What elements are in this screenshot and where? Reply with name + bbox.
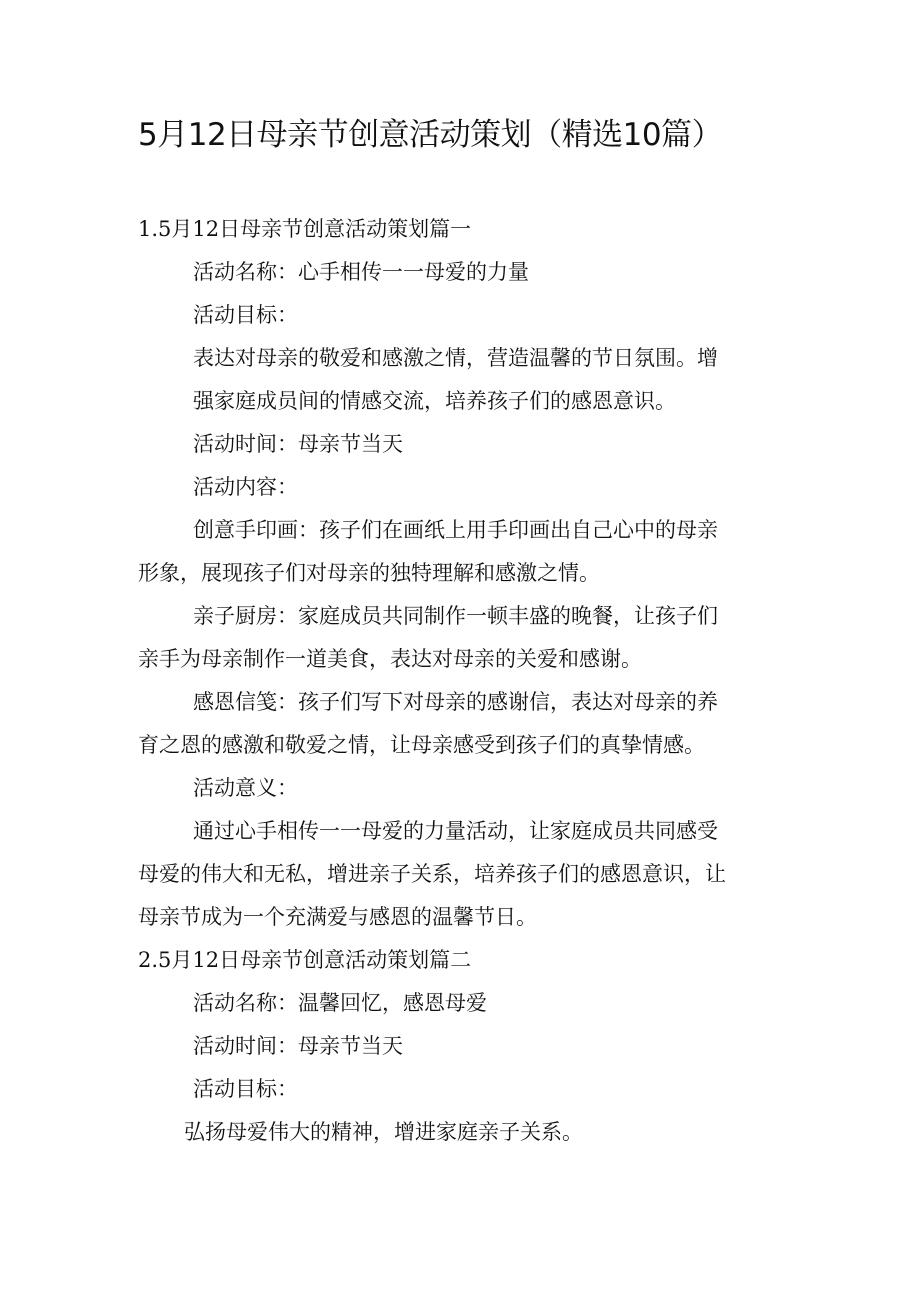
- content-item-letter-line-2: 育之恩的感激和敬爱之情，让母亲感受到孩子们的真挚情感。: [138, 733, 705, 757]
- activity-name-1: 活动名称：心手相传一一母爱的力量: [193, 260, 529, 284]
- activity-time-2: 活动时间：母亲节当天: [193, 1034, 403, 1058]
- activity-goal-text-2: 弘扬母爱伟大的精神，增进家庭亲子关系。: [184, 1120, 583, 1144]
- document-title: 5月12日母亲节创意活动策划（精选10篇）: [138, 117, 723, 153]
- content-item-handprint-line-2: 形象，展现孩子们对母亲的独特理解和感激之情。: [138, 561, 600, 585]
- section-heading-2: 2.5月12日母亲节创意活动策划篇二: [138, 948, 472, 972]
- activity-goal-text-line-1: 表达对母亲的敬爱和感激之情，营造温馨的节日氛围。增: [193, 346, 718, 370]
- activity-goal-label-2: 活动目标：: [193, 1077, 298, 1101]
- activity-time-1: 活动时间：母亲节当天: [193, 432, 403, 456]
- activity-name-2: 活动名称：温馨回忆，感恩母爱: [193, 991, 487, 1015]
- activity-meaning-line-1: 通过心手相传一一母爱的力量活动，让家庭成员共同感受: [193, 819, 718, 843]
- activity-meaning-label-1: 活动意义：: [193, 776, 298, 800]
- activity-goal-label-1: 活动目标：: [193, 303, 298, 327]
- activity-goal-text-line-2: 强家庭成员间的情感交流，培养孩子们的感恩意识。: [193, 389, 676, 413]
- activity-meaning-line-3: 母亲节成为一个充满爱与感恩的温馨节日。: [138, 905, 537, 929]
- content-item-handprint-line-1: 创意手印画：孩子们在画纸上用手印画出自己心中的母亲: [193, 518, 718, 542]
- section-heading-1: 1.5月12日母亲节创意活动策划篇一: [138, 217, 472, 241]
- content-item-kitchen-line-2: 亲手为母亲制作一道美食，表达对母亲的关爱和感谢。: [138, 647, 642, 671]
- activity-meaning-line-2: 母爱的伟大和无私，增进亲子关系，培养孩子们的感恩意识，让: [138, 862, 726, 886]
- content-item-kitchen-line-1: 亲子厨房：家庭成员共同制作一顿丰盛的晚餐，让孩子们: [193, 604, 718, 628]
- document-body: [138, 208, 788, 1154]
- content-item-letter-line-1: 感恩信笺：孩子们写下对母亲的感谢信，表达对母亲的养: [193, 690, 718, 714]
- activity-content-label-1: 活动内容：: [193, 475, 298, 499]
